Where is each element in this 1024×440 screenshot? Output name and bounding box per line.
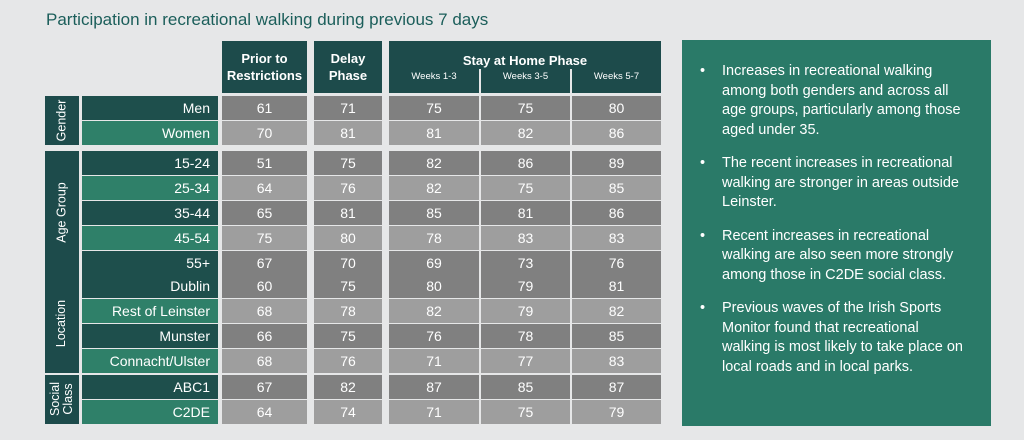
header-weeks-5-7: Weeks 5-7 xyxy=(572,69,661,93)
header-prior-to-restrictions: Prior to Restrictions xyxy=(222,41,307,93)
table-cell: 51 xyxy=(222,151,307,175)
group-label-location: Location xyxy=(45,274,79,373)
table-cell: 77 xyxy=(481,349,570,373)
table-cell: 76 xyxy=(389,324,479,348)
row-label: 35-44 xyxy=(82,201,218,225)
table-cell: 81 xyxy=(572,274,661,298)
table-cell: 74 xyxy=(314,400,382,424)
table-cell: 81 xyxy=(314,121,382,145)
table-cell: 82 xyxy=(389,151,479,175)
table-cell: 78 xyxy=(481,324,570,348)
table-cell: 80 xyxy=(389,274,479,298)
finding-bullet xyxy=(696,227,969,286)
row-label: Women xyxy=(82,121,218,145)
row-label: 45-54 xyxy=(82,226,218,250)
table-cell: 75 xyxy=(481,400,570,424)
table-cell: 70 xyxy=(222,121,307,145)
table-cell: 69 xyxy=(389,251,479,275)
table-cell: 64 xyxy=(222,176,307,200)
finding-text: The recent increases in recreational walking are stronger in areas outside Leinster. xyxy=(722,155,959,210)
table-cell: 86 xyxy=(481,151,570,175)
table-cell: 78 xyxy=(389,226,479,250)
row-label: Connacht/Ulster xyxy=(82,349,218,373)
table-cell: 75 xyxy=(481,96,570,120)
table-cell: 87 xyxy=(572,375,661,399)
table-cell: 65 xyxy=(222,201,307,225)
table-cell: 81 xyxy=(389,121,479,145)
finding-bullet xyxy=(696,62,969,140)
header-delay-phase: Delay Phase xyxy=(314,41,382,93)
table-cell: 68 xyxy=(222,299,307,323)
header-stay-at-home-phase: Stay at Home Phase xyxy=(389,41,661,69)
group-label-age-group: Age Group xyxy=(45,151,79,275)
bullet-dot-icon: • xyxy=(700,63,706,79)
row-label: 55+ xyxy=(82,251,218,275)
table-cell: 75 xyxy=(314,151,382,175)
table-cell: 67 xyxy=(222,375,307,399)
finding-text: Recent increases in recreational walking are also seen more strongly among those in C2DE social class. xyxy=(722,227,954,283)
table-cell: 75 xyxy=(389,96,479,120)
table-cell: 82 xyxy=(389,299,479,323)
table-cell: 83 xyxy=(481,226,570,250)
row-label: Men xyxy=(82,96,218,120)
table-cell: 71 xyxy=(314,96,382,120)
finding-text: Increases in recreational walking among both genders and across all age groups, particularly among those aged under 35. xyxy=(722,63,961,138)
finding-bullet xyxy=(696,154,969,213)
row-label: ABC1 xyxy=(82,375,218,399)
table-cell: 82 xyxy=(572,299,661,323)
table-cell: 89 xyxy=(572,151,661,175)
table-cell: 78 xyxy=(314,299,382,323)
table-cell: 85 xyxy=(389,201,479,225)
finding-text: Previous waves of the Irish Sports Monitor found that recreational walking is most likely to take place on local roads and in local parks. xyxy=(722,300,963,375)
row-label: Munster xyxy=(82,324,218,348)
table-cell: 66 xyxy=(222,324,307,348)
table-cell: 76 xyxy=(314,349,382,373)
table-cell: 86 xyxy=(572,121,661,145)
table-cell: 75 xyxy=(314,274,382,298)
table-cell: 83 xyxy=(572,349,661,373)
table-cell: 79 xyxy=(481,274,570,298)
table-cell: 75 xyxy=(314,324,382,348)
table-cell: 80 xyxy=(314,226,382,250)
table-cell: 76 xyxy=(314,176,382,200)
findings-panel xyxy=(682,40,991,426)
table-cell: 73 xyxy=(481,251,570,275)
table-cell: 70 xyxy=(314,251,382,275)
table-cell: 68 xyxy=(222,349,307,373)
table-cell: 67 xyxy=(222,251,307,275)
table-cell: 60 xyxy=(222,274,307,298)
table-cell: 83 xyxy=(572,226,661,250)
row-label: 25-34 xyxy=(82,176,218,200)
row-label: 15-24 xyxy=(82,151,218,175)
table-cell: 82 xyxy=(314,375,382,399)
bullet-dot-icon: • xyxy=(700,227,706,244)
bullet-dot-icon: • xyxy=(700,155,706,171)
row-label: Dublin xyxy=(82,274,218,298)
table-cell: 76 xyxy=(572,251,661,275)
table-cell: 85 xyxy=(481,375,570,399)
page-title: Participation in recreational walking during previous 7 days xyxy=(46,10,489,29)
finding-bullet xyxy=(696,299,969,377)
table-cell: 79 xyxy=(481,299,570,323)
table-cell: 86 xyxy=(572,201,661,225)
table-cell: 79 xyxy=(572,400,661,424)
table-cell: 85 xyxy=(572,176,661,200)
table-cell: 71 xyxy=(389,400,479,424)
table-cell: 81 xyxy=(314,201,382,225)
header-weeks-3-5: Weeks 3-5 xyxy=(481,69,570,93)
row-label: C2DE xyxy=(82,400,218,424)
table-cell: 75 xyxy=(222,226,307,250)
table-cell: 75 xyxy=(481,176,570,200)
group-label-social-class: Social Class xyxy=(45,375,79,424)
bullet-dot-icon: • xyxy=(700,300,706,316)
table-cell: 71 xyxy=(389,349,479,373)
table-cell: 80 xyxy=(572,96,661,120)
table-cell: 82 xyxy=(389,176,479,200)
table-cell: 82 xyxy=(481,121,570,145)
table-cell: 64 xyxy=(222,400,307,424)
table-cell: 61 xyxy=(222,96,307,120)
table-cell: 85 xyxy=(572,324,661,348)
table-cell: 81 xyxy=(481,201,570,225)
header-weeks-1-3: Weeks 1-3 xyxy=(389,69,479,93)
row-label: Rest of Leinster xyxy=(82,299,218,323)
table-cell: 87 xyxy=(389,375,479,399)
group-label-gender: Gender xyxy=(45,96,79,145)
